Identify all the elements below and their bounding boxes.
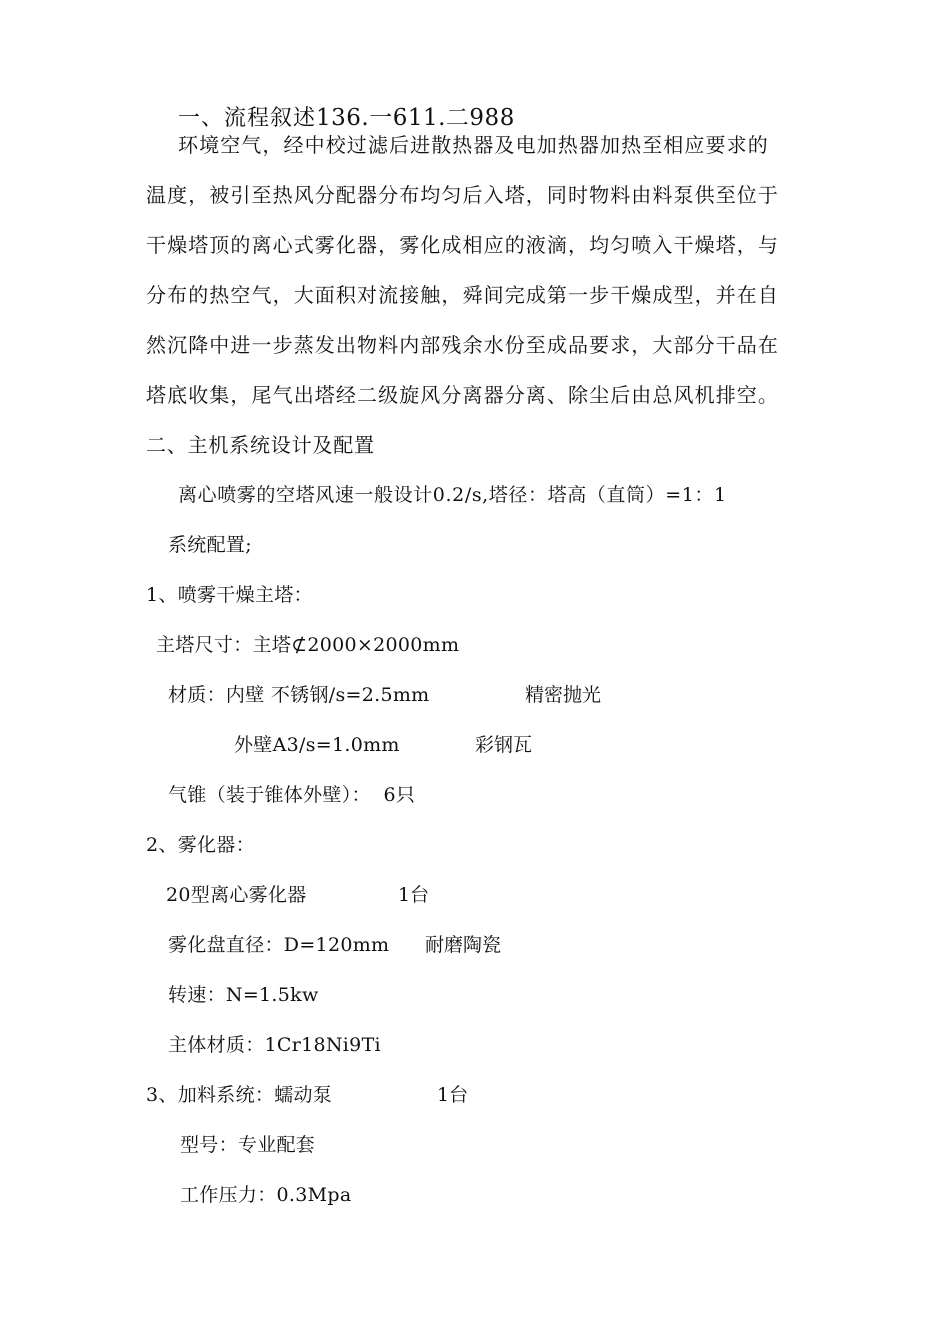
section-1-title: 一、流程叙述 <box>177 106 316 131</box>
atomizer-body-material: 主体材质：1Cr18Ni9Ti <box>168 1034 381 1056</box>
paragraph-line: 温度，被引至热风分配器分布均匀后入塔，同时物料由料泵供至位于 <box>146 183 779 207</box>
pump-pressure: 工作压力：0.3Mpa <box>180 1184 352 1206</box>
paragraph-line: 干燥塔顶的离心式雾化器，雾化成相应的液滴，均匀喷入干燥塔，与 <box>146 233 779 257</box>
material-outer: 外壁A3/s=1.0mm <box>234 734 400 756</box>
item-2-title: 2、雾化器： <box>146 834 255 856</box>
atomizer-speed: 转速：N=1.5kw <box>168 984 319 1006</box>
system-config-label: 系统配置; <box>168 534 252 556</box>
paragraph-line: 环境空气，经中校过滤后进散热器及电加热器加热至相应要求的 <box>178 133 769 157</box>
item-3-title: 3、加料系统：蠕动泵 <box>146 1084 333 1106</box>
pump-model: 型号：专业配套 <box>180 1134 316 1156</box>
section-2-heading: 二、主机系统设计及配置 <box>146 433 375 457</box>
section-1-number: 136.一611.二988 <box>316 105 515 131</box>
tower-size: 主塔尺寸：主塔⊄2000×2000mm <box>156 634 460 656</box>
pump-quantity: 1台 <box>437 1084 469 1106</box>
design-note: 离心喷雾的空塔风速一般设计0.2/s,塔径：塔高（直筒）=1：1 <box>178 484 727 506</box>
paragraph-line: 塔底收集，尾气出塔经二级旋风分离器分离、除尘后由总风机排空。 <box>146 383 779 407</box>
material-inner-finish: 精密抛光 <box>525 684 602 706</box>
paragraph-line: 分布的热空气，大面积对流接触，舜间完成第一步干燥成型，并在自 <box>146 283 779 307</box>
atomizer-disc-material: 耐磨陶瓷 <box>425 934 502 956</box>
material-outer-finish: 彩钢瓦 <box>475 734 533 756</box>
atomizer-quantity: 1台 <box>398 884 430 906</box>
paragraph-line: 然沉降中进一步蒸发出物料内部残余水份至成品要求，大部分干品在 <box>146 333 779 357</box>
atomizer-disc: 雾化盘直径：D=120mm <box>168 934 390 956</box>
air-cone: 气锥（装于锥体外壁）： 6只 <box>168 784 416 806</box>
item-1-title: 1、喷雾干燥主塔： <box>146 584 313 606</box>
material-inner: 材质：内壁 不锈钢/s=2.5mm <box>168 684 430 706</box>
atomizer-model: 20型离心雾化器 <box>166 884 307 906</box>
